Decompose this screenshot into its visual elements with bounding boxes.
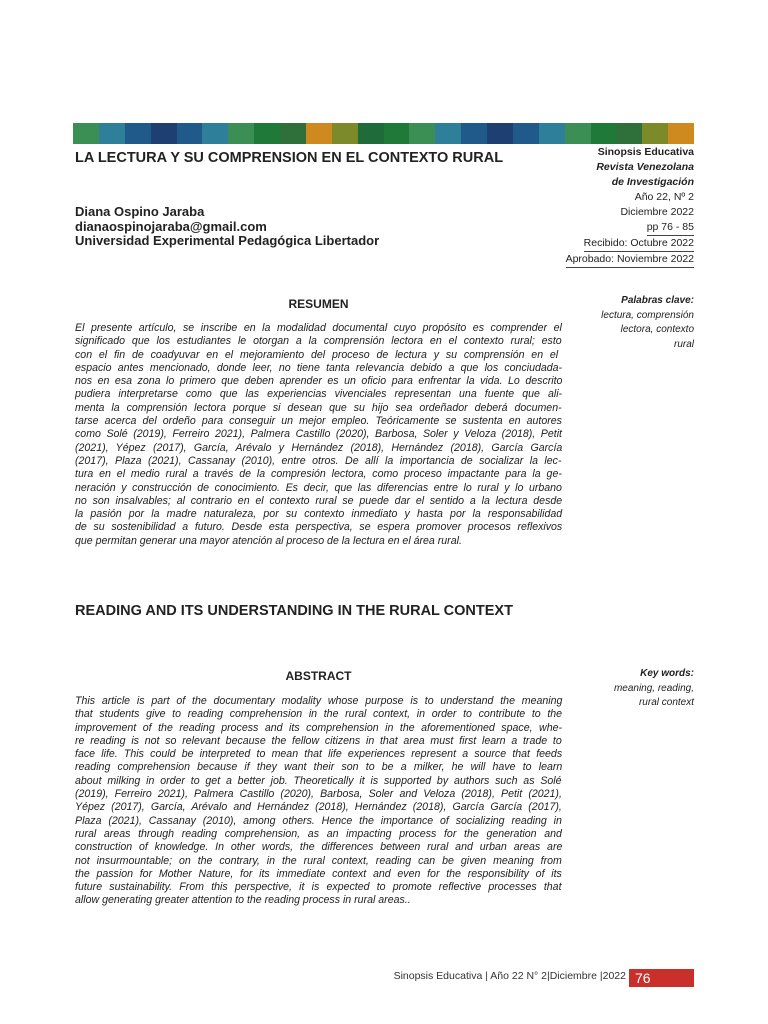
resumen-body [75, 322, 562, 548]
band-segment [73, 123, 99, 144]
abstract-line: that students give to reading comprehension in the rural context, in order to contribute to the [75, 708, 563, 721]
resumen-line: tura en el medio rural a través de la compresión lectora, como proceso impactante para la ge- [75, 468, 562, 481]
resumen-line: que permitan generar una mayor atención al proceso de la lectura en el área rural. [75, 534, 462, 547]
band-segment [409, 123, 435, 144]
journal-name: Sinopsis Educativa [597, 146, 694, 158]
band-segment [616, 123, 642, 144]
band-segment [591, 123, 617, 144]
key-words [574, 667, 694, 711]
resumen-line: la pasión por la madre naturaleza, por su contexto inmediato y hasta por la responsabilidad [75, 508, 563, 521]
band-segment [384, 123, 410, 144]
author-name: Diana Ospino Jaraba [75, 204, 205, 219]
abstract-line: re reading is not so relevant because the fellow citizens in that area must first learn a trade to [75, 734, 562, 747]
article-title-english: READING AND ITS UNDERSTANDING IN THE RURAL CONTEXT [75, 603, 513, 619]
author-block [75, 205, 379, 249]
band-segment [99, 123, 125, 144]
resumen-line: tarse acerca del ordeño para conseguir un mejor empleo. Teóricamente se sustenta en autores [75, 415, 562, 428]
band-segment [306, 123, 332, 144]
resumen-line: (2021), Yépez (2017), García, Arévalo y Hernández (2018), Hernández (2018), García García [75, 441, 563, 454]
resumen-line: de su sostenibilidad a futuro. Desde esta perspectiva, se espera promover procesos reflexivos [75, 521, 563, 534]
abstract-line: not insurmountable; on the contrary, in the rural context, reading can be given meaning from [75, 854, 562, 867]
author-email: dianaospinojaraba@gmail.com [75, 218, 267, 234]
band-segment [435, 123, 461, 144]
author-affiliation: Universidad Experimental Pedagógica Libertador [75, 233, 380, 248]
journal-pages: pp 76 - 85 [647, 220, 694, 236]
band-segment [487, 123, 513, 144]
key-words-heading: Key words: [640, 668, 694, 679]
approved-date: Aprobado: Noviembre 2022 [566, 252, 694, 268]
abstract-line: about milking in order to get a better job. Theoretically it is supported by authors such as Solé [75, 774, 562, 787]
key-words-item: rural context [638, 697, 694, 708]
journal-volume: Año 22, Nº 2 [634, 191, 694, 203]
journal-info [524, 145, 694, 268]
key-words-item: meaning, reading, [613, 682, 694, 694]
journal-date: Diciembre 2022 [620, 206, 694, 218]
abstract-line: future sustainability. From this perspective, it is expected to promote reflective processes that [75, 881, 562, 894]
resumen-line: significado que los estudiantes le otorgan a la comprensión lectora en el contexto rural; esto [75, 335, 562, 348]
abstract-line: improvement of the reading process and its comprehension in the aforementioned space, whe- [75, 721, 563, 734]
resumen-line: El presente artículo, se inscribe en la modalidad documental cuyo propósito es comprender el [75, 322, 562, 334]
resumen-line: nos en esa zona lo primero que deben aprender es un oficio para enfrentar la vida. Lo descrito [75, 375, 563, 388]
band-segment [125, 123, 151, 144]
journal-subtitle-2: de Investigación [611, 176, 694, 188]
band-segment [668, 123, 694, 144]
palabras-clave [574, 294, 694, 352]
band-segment [513, 123, 539, 144]
abstract-line: face life. This could be interpreted to mean that life experiences represent a source that feeds [75, 748, 563, 761]
band-segment [280, 123, 306, 144]
palabras-clave-item: rural [673, 338, 694, 350]
abstract-line: the passion for Mother Nature, for its immediate context and even for the responsibility of its [75, 867, 562, 880]
palabras-clave-heading: Palabras clave: [621, 295, 694, 306]
band-segment [565, 123, 591, 144]
abstract-line: Yépez (2017), García, Arévalo and Hernández (2018), Hernández (2018), García García (2017), [75, 801, 562, 814]
palabras-clave-item: lectora, contexto [620, 324, 694, 335]
band-segment [642, 123, 668, 144]
abstract-line: allow generating greater attention to the reading process in rural areas.. [75, 894, 411, 907]
band-segment [151, 123, 177, 144]
journal-subtitle-1: Revista Venezolana [596, 161, 694, 173]
abstract-line: reading comprehension because if they want their son to be a milker, he will have to learn [75, 761, 563, 774]
band-segment [202, 123, 228, 144]
band-segment [461, 123, 487, 144]
resumen-line: menta la comprensión lectora porque si desean que su hijo sea ordeñador deberá documen- [75, 401, 562, 414]
abstract-heading: ABSTRACT [285, 669, 352, 683]
band-segment [332, 123, 358, 144]
resumen-line: pudiera interpretarse como que las experiencias vivenciales representan una fuente que ali- [75, 388, 563, 401]
band-segment [358, 123, 384, 144]
resumen-line: con el fin de coadyuvar en el mejoramiento del proceso de lectura y su comprensión en el [75, 348, 559, 361]
abstract-line: rural areas through reading comprehension, as an impacting process for the generation and [75, 827, 562, 840]
abstract-line: (2019), Ferreiro 2021), Palmera Castillo (2020), Barbosa, Soler and Veloza (2018), Petit (2021), [75, 788, 562, 801]
resumen-line: neración y construcción de conocimiento. Es decir, que las diferencias entre lo rural y lo urbano [75, 481, 562, 494]
abstract-line: construction of knowledge. In other words, the differences between rural and urban areas are [75, 841, 563, 854]
resumen-heading: RESUMEN [288, 297, 349, 311]
band-segment [539, 123, 565, 144]
article-title-spanish: LA LECTURA Y SU COMPRENSION EN EL CONTEXTO RURAL [75, 150, 504, 166]
resumen-line: espacio antes mencionado, donde leer, no tiene tanta relevancia debido a que los conciudada- [75, 361, 563, 374]
footer-citation: Sinopsis Educativa | Año 22 N° 2|Diciembre |2022 [393, 970, 626, 982]
resumen-line: como Solé (2019), Ferreiro 2021), Palmera Castillo (2020), Barbosa, Soler y Veloza (2018), Petit [75, 428, 562, 441]
palabras-clave-item: lectura, comprensión [601, 309, 694, 321]
abstract-line: Plaza (2021), Cassanay (2010), among others. Hence the importance of socializing reading in [75, 814, 562, 827]
resumen-line: (2017), Plaza (2021), Cassanay (2010), entre otros. De allí la importancia de socializar la lec- [75, 454, 562, 467]
band-segment [254, 123, 280, 144]
abstract-line: This article is part of the documentary modality whose purpose is to understand the meaning [75, 695, 563, 707]
received-date: Recibido: Octubre 2022 [584, 236, 694, 252]
abstract-body [75, 695, 562, 908]
color-band-decoration [73, 123, 694, 144]
resumen-line: no son insalvables; al contrario en el contexto rural se puede dar el sentido a la lectura desde [75, 494, 563, 507]
band-segment [177, 123, 203, 144]
band-segment [228, 123, 254, 144]
page-number: 76 [629, 969, 694, 987]
